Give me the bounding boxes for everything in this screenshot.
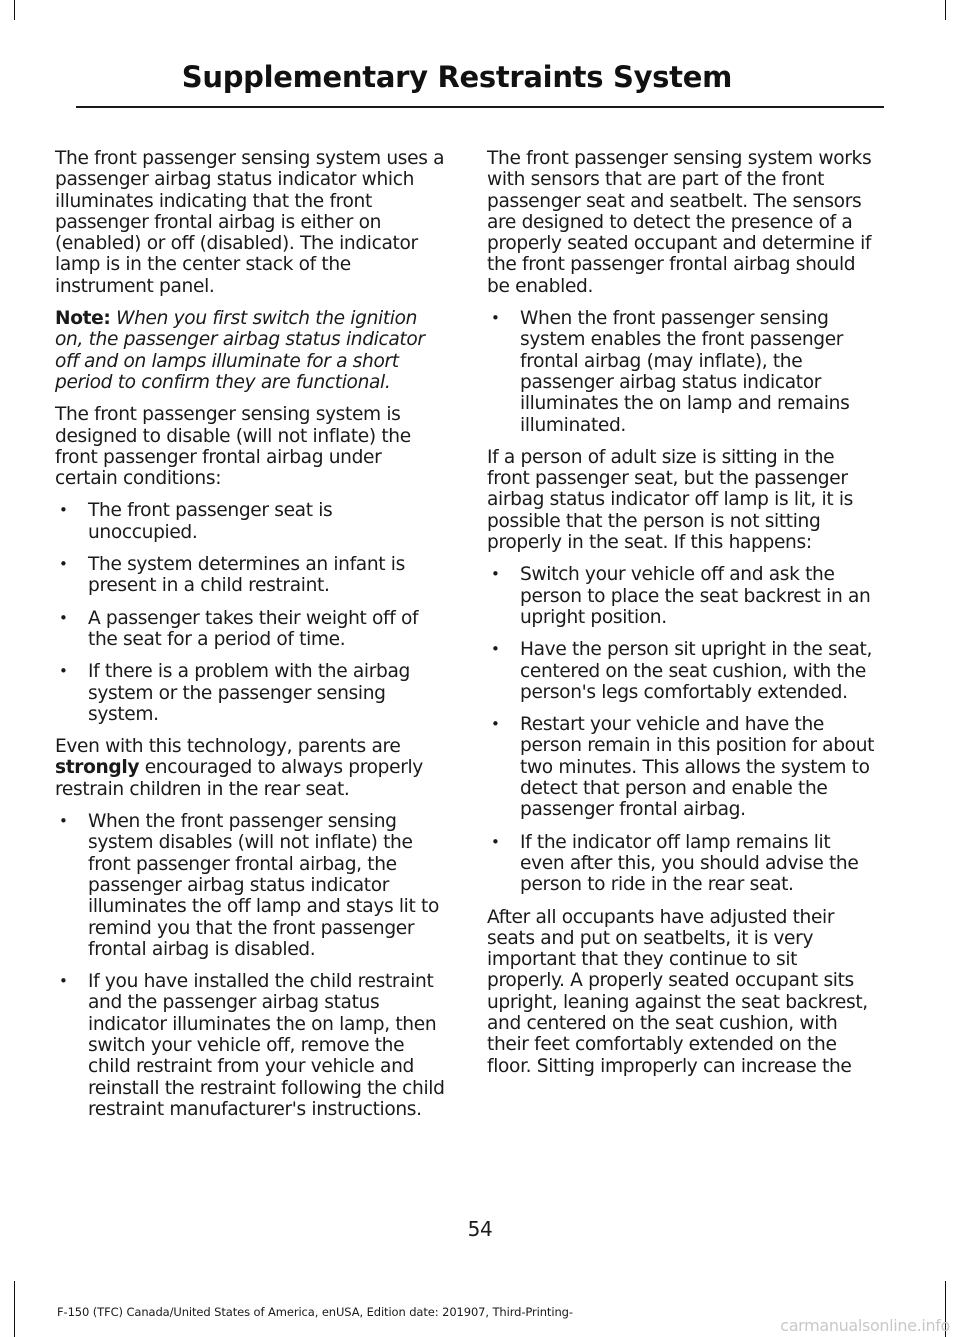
emphasis-strongly: strongly	[55, 757, 140, 779]
page-title: Supplementary Restraints System	[181, 60, 732, 94]
list-item: • If you have installed the child restraint and the passenger airbag status indicator illuminates the on lamp, then switch your vehicle off, remove the child restraint from your vehicle and reinstall the restraint following the child restraint manufacturer's instructions.	[55, 971, 447, 1120]
list-item: • The front passenger seat is unoccupied.	[55, 500, 447, 543]
crop-mark-bottom-left	[14, 1281, 15, 1337]
conditions-intro: The front passenger sensing system is designed to disable (will not inflate) the front passenger frontal airbag under certain conditions:	[55, 404, 411, 490]
parents-text-start: Even with this technology, parents are	[55, 736, 401, 758]
seated-paragraph: After all occupants have adjusted their seats and put on seatbelts, it is very important that they continue to sit properly. A properly seated occupant sits upright, leaning against the seat backrest, and centered on the seat cushion, with their feet comfortably extended on the floor. Sitting improperly can increase the	[487, 906, 868, 1077]
list-item: • Switch your vehicle off and ask the person to place the seat backrest in an upright position.	[487, 564, 879, 628]
list-item: • The system determines an infant is present in a child restraint.	[55, 554, 447, 597]
crop-mark-top-right	[945, 0, 946, 20]
crop-mark-top-left	[14, 0, 15, 20]
list-item: • Restart your vehicle and have the person remain in this position for about two minutes. This allows the system to detect that person and enable the passenger frontal airbag.	[487, 714, 879, 820]
parents-text-end: encouraged to always properly restrain children in the rear seat.	[55, 757, 423, 800]
steps-list	[487, 564, 879, 895]
intro-paragraph: The front passenger sensing system uses a passenger airbag status indicator which illuminates indicating that the front passenger frontal airbag is either on (enabled) or off (disabled). The indicator lamp is in the center stack of the instrument panel.	[55, 148, 445, 297]
list-item: • Have the person sit upright in the seat, centered on the seat cushion, with the person's legs comfortably extended.	[487, 639, 879, 703]
indicator-list	[55, 811, 447, 1120]
left-column	[55, 148, 447, 1131]
note	[55, 308, 447, 393]
list-item: • A passenger takes their weight off of the seat for a period of time.	[55, 608, 447, 651]
conditions-list	[55, 500, 447, 725]
adult-paragraph: If a person of adult size is sitting in the front passenger seat, but the passenger airbag status indicator off lamp is lit, it is possible that the person is not sitting properly in the seat. If this happens:	[487, 446, 854, 554]
header-rule	[76, 106, 884, 108]
list-item: • If the indicator off lamp remains lit even after this, you should advise the person to ride in the rear seat.	[487, 832, 879, 896]
sensors-paragraph: The front passenger sensing system works with sensors that are part of the front passenger seat and seatbelt. The sensors are designed to detect the presence of a properly seated occupant and determine if the front passenger frontal airbag should be enabled.	[487, 148, 872, 297]
enable-list	[487, 308, 879, 436]
right-column	[487, 148, 879, 1088]
list-item: • If there is a problem with the airbag system or the passenger sensing system.	[55, 661, 447, 725]
list-item: • When the front passenger sensing system disables (will not inflate) the front passenger frontal airbag, the passenger airbag status indicator illuminates the off lamp and stays lit to remind you that the front passenger frontal airbag is disabled.	[55, 811, 447, 960]
footer-edition: F-150 (TFC) Canada/United States of America, enUSA, Edition date: 201907, Third-Printing-	[57, 1305, 573, 1319]
note-label: Note:	[55, 308, 111, 330]
list-item: • When the front passenger sensing system enables the front passenger frontal airbag (may inflate), the passenger airbag status indicator illuminates the on lamp and remains illuminated.	[487, 308, 879, 436]
parents-paragraph	[55, 736, 447, 800]
watermark: carmanualsonline.info	[780, 1316, 950, 1335]
page-number: 54	[467, 1217, 493, 1241]
note-text: When you first switch the ignition on, the passenger airbag status indicator off and on lamps illuminate for a short period to confirm they are functional.	[55, 308, 425, 393]
